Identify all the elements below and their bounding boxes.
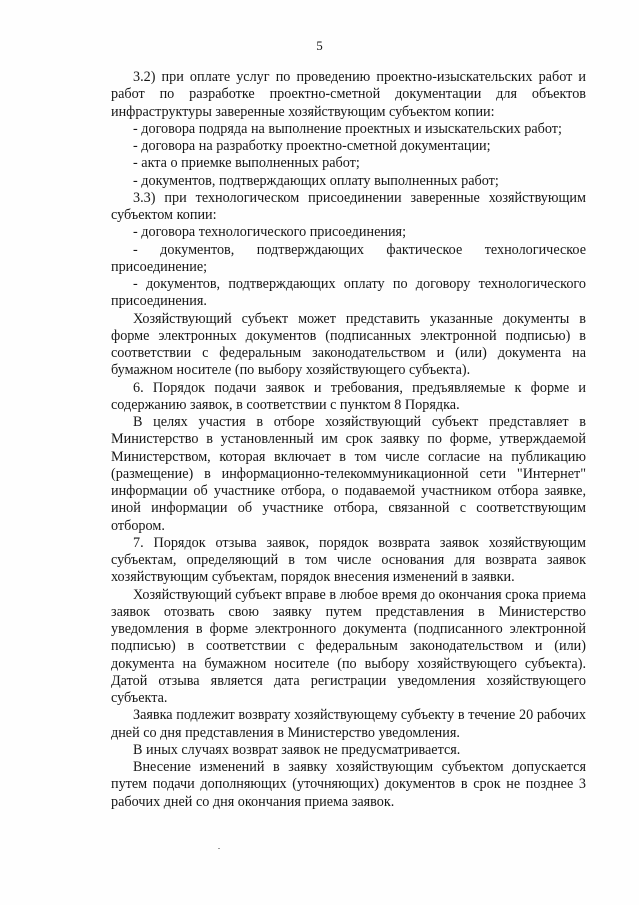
paragraph: Заявка подлежит возврату хозяйствующему субъекту в течение 20 рабочих дней со дня представления в Министерство уведомления.: [111, 707, 586, 741]
paragraph: Хозяйствующий субъект может представить указанные документы в форме электронных документов (подписанных электронной подписью) в соответствии с федеральным законодательством и (или) документа на бумажном носителе (по выбору хозяйствующего субъекта).: [111, 310, 586, 379]
paragraph: - документов, подтверждающих оплату по договору технологического присоединения.: [111, 276, 586, 310]
paragraph: В целях участия в отборе хозяйствующий субъект представляет в Министерство в установленный им срок заявку по форме, утверждаемой Министерством, которая включает в том числе согласие на публикацию (размещение) в информационно-телекоммуникационной сети "Интернет" информации об участнике отбора, о подаваемой участником отбора заявке, иной информации об участнике отбора, связанной с соответствующим отбором.: [111, 414, 586, 534]
paragraph: 3.3) при технологическом присоединении заверенные хозяйствующим субъектом копии:: [111, 189, 586, 223]
paragraph: 7. Порядок отзыва заявок, порядок возврата заявок хозяйствующим субъектам, определяющий в том числе основания для возврата заявок хозяйствующим субъектам, порядок внесения изменений в заявки.: [111, 534, 586, 586]
paragraph: Внесение изменений в заявку хозяйствующим субъектом допускается путем подачи дополняющих (уточняющих) документов в срок не позднее 3 рабочих дней со дня окончания приема заявок.: [111, 759, 586, 810]
paragraph: - документов, подтверждающих оплату выполненных работ;: [133, 172, 499, 189]
paragraph: - документов, подтверждающих фактическое технологическое присоединение;: [111, 241, 586, 275]
document-body: [111, 69, 586, 811]
paragraph: 6. Порядок подачи заявок и требования, предъявляемые к форме и содержанию заявок, в соответствии с пунктом 8 Порядка.: [111, 379, 586, 413]
paragraph: 3.2) при оплате услуг по проведению проектно-изыскательских работ и работ по разработке проектно-сметной документации для объектов инфраструктуры заверенные хозяйствующим субъектом копии:: [111, 69, 586, 120]
paragraph: Хозяйствующий субъект вправе в любое время до окончания срока приема заявок отозвать свою заявку путем представления в Министерство уведомления в форме электронного документа (подписанного электронной подписью) в соответствии с федеральным законодательством и (или) документа на бумажном носителе (по выбору хозяйствующего субъекта). Датой отзыва является дата регистрации уведомления хозяйствующего субъекта.: [111, 586, 586, 706]
paragraph: - договора подряда на выполнение проектных и изыскательских работ;: [133, 120, 562, 137]
paragraph: - акта о приемке выполненных работ;: [133, 155, 360, 172]
paragraph: - договора технологического присоединения;: [133, 224, 407, 241]
scan-artifact: [218, 848, 220, 849]
paragraph: - договора на разработку проектно-сметной документации;: [133, 138, 491, 154]
page-number: 5: [316, 38, 323, 53]
paragraph: В иных случаях возврат заявок не предусматривается.: [133, 741, 461, 758]
